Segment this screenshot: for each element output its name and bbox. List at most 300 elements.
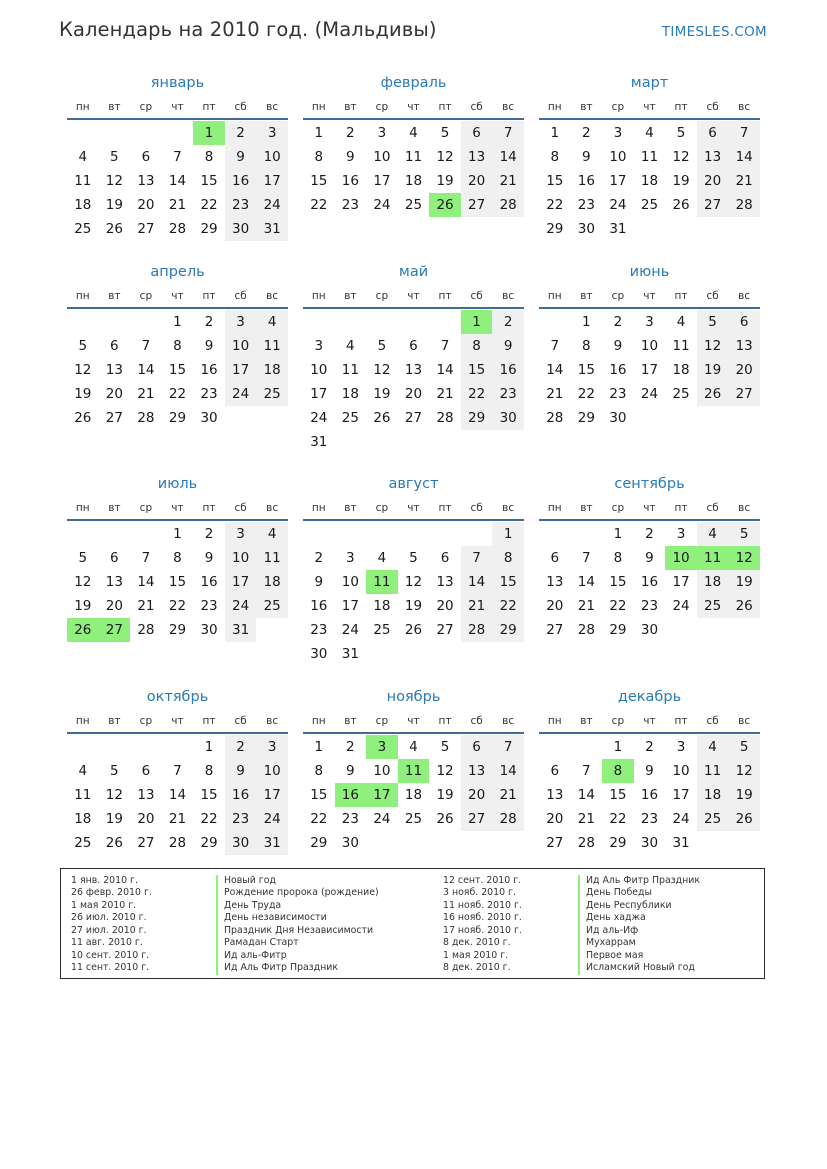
day-cell[interactable]: 1 (613, 526, 623, 542)
holiday-day-cell[interactable]: 11 (366, 570, 398, 594)
day-cell[interactable]: 16 (640, 574, 659, 590)
day-cell[interactable]: 28 (728, 193, 760, 217)
day-cell[interactable]: 24 (373, 811, 391, 827)
day-cell[interactable]: 18 (74, 811, 92, 827)
day-cell[interactable]: 5 (78, 338, 88, 354)
day-cell[interactable]: 18 (373, 598, 391, 614)
day-cell[interactable]: 27 (461, 193, 493, 217)
day-cell[interactable]: 5 (728, 735, 760, 759)
day-cell[interactable]: 22 (492, 594, 524, 618)
day-cell[interactable]: 9 (204, 550, 214, 566)
day-cell[interactable]: 9 (492, 334, 524, 358)
day-cell[interactable]: 20 (461, 783, 493, 807)
day-cell[interactable]: 17 (672, 787, 690, 803)
day-cell[interactable]: 21 (577, 598, 595, 614)
day-cell[interactable]: 30 (225, 831, 257, 855)
day-cell[interactable]: 6 (440, 550, 450, 566)
day-cell[interactable]: 8 (461, 334, 493, 358)
day-cell[interactable]: 2 (346, 739, 355, 755)
day-cell[interactable]: 25 (74, 835, 92, 851)
day-cell[interactable]: 2 (613, 314, 623, 330)
day-cell[interactable]: 24 (341, 622, 359, 638)
day-cell[interactable]: 18 (74, 197, 92, 213)
day-cell[interactable]: 27 (137, 221, 155, 237)
holiday-day-cell[interactable]: 10 (665, 546, 697, 570)
day-cell[interactable]: 13 (728, 334, 760, 358)
day-cell[interactable]: 9 (346, 763, 355, 779)
day-cell[interactable]: 10 (341, 574, 359, 590)
day-cell[interactable]: 16 (341, 173, 359, 189)
day-cell[interactable]: 24 (672, 811, 690, 827)
day-cell[interactable]: 15 (200, 173, 218, 189)
day-cell[interactable]: 12 (728, 759, 760, 783)
day-cell[interactable]: 19 (728, 783, 760, 807)
day-cell[interactable]: 25 (697, 807, 729, 831)
day-cell[interactable]: 6 (728, 310, 760, 334)
day-cell[interactable]: 31 (256, 831, 288, 855)
day-cell[interactable]: 21 (137, 386, 155, 402)
day-cell[interactable]: 30 (225, 217, 257, 241)
day-cell[interactable]: 31 (256, 217, 288, 241)
day-cell[interactable]: 21 (168, 197, 187, 213)
day-cell[interactable]: 19 (404, 598, 423, 614)
day-cell[interactable]: 26 (105, 835, 123, 851)
day-cell[interactable]: 10 (373, 763, 391, 779)
day-cell[interactable]: 29 (577, 410, 595, 426)
day-cell[interactable]: 16 (577, 173, 595, 189)
day-cell[interactable]: 23 (225, 193, 257, 217)
day-cell[interactable]: 16 (492, 358, 524, 382)
day-cell[interactable]: 17 (225, 570, 257, 594)
day-cell[interactable]: 2 (645, 526, 654, 542)
day-cell[interactable]: 23 (609, 386, 627, 402)
day-cell[interactable]: 10 (672, 763, 690, 779)
day-cell[interactable]: 14 (137, 362, 155, 378)
day-cell[interactable]: 22 (310, 197, 328, 213)
day-cell[interactable]: 28 (436, 410, 454, 426)
day-cell[interactable]: 26 (105, 221, 123, 237)
day-cell[interactable]: 1 (492, 522, 524, 546)
day-cell[interactable]: 16 (640, 787, 659, 803)
holiday-day-cell[interactable]: 11 (697, 546, 729, 570)
day-cell[interactable]: 19 (436, 787, 454, 803)
day-cell[interactable]: 16 (200, 574, 218, 590)
day-cell[interactable]: 8 (314, 149, 324, 165)
day-cell[interactable]: 23 (341, 811, 359, 827)
day-cell[interactable]: 7 (440, 338, 450, 354)
day-cell[interactable]: 3 (314, 338, 324, 354)
day-cell[interactable]: 4 (78, 763, 88, 779)
day-cell[interactable]: 15 (461, 358, 493, 382)
day-cell[interactable]: 23 (310, 622, 328, 638)
day-cell[interactable]: 2 (204, 314, 214, 330)
day-cell[interactable]: 13 (137, 173, 155, 189)
day-cell[interactable]: 16 (609, 362, 627, 378)
day-cell[interactable]: 20 (546, 598, 564, 614)
day-cell[interactable]: 26 (672, 197, 690, 213)
day-cell[interactable]: 23 (640, 811, 659, 827)
day-cell[interactable]: 20 (137, 811, 155, 827)
day-cell[interactable]: 28 (577, 622, 595, 638)
day-cell[interactable]: 24 (310, 410, 328, 426)
day-cell[interactable]: 15 (310, 787, 328, 803)
day-cell[interactable]: 12 (105, 173, 123, 189)
day-cell[interactable]: 22 (200, 811, 218, 827)
day-cell[interactable]: 30 (200, 622, 218, 638)
day-cell[interactable]: 28 (492, 807, 524, 831)
day-cell[interactable]: 6 (409, 338, 418, 354)
holiday-day-cell[interactable]: 1 (461, 310, 493, 334)
day-cell[interactable]: 11 (672, 338, 690, 354)
day-cell[interactable]: 13 (546, 574, 564, 590)
day-cell[interactable]: 6 (110, 550, 119, 566)
day-cell[interactable]: 29 (609, 835, 627, 851)
day-cell[interactable]: 9 (346, 149, 355, 165)
day-cell[interactable]: 2 (582, 125, 591, 141)
day-cell[interactable]: 4 (377, 550, 387, 566)
day-cell[interactable]: 29 (168, 622, 187, 638)
site-link[interactable]: TIMESLES.COM (661, 24, 767, 40)
day-cell[interactable]: 21 (492, 783, 524, 807)
day-cell[interactable]: 22 (577, 386, 595, 402)
day-cell[interactable]: 30 (200, 410, 218, 426)
day-cell[interactable]: 3 (645, 314, 654, 330)
holiday-day-cell[interactable]: 8 (602, 759, 634, 783)
day-cell[interactable]: 10 (609, 149, 627, 165)
day-cell[interactable]: 2 (225, 121, 257, 145)
day-cell[interactable]: 24 (256, 807, 288, 831)
holiday-day-cell[interactable]: 3 (366, 735, 398, 759)
day-cell[interactable]: 2 (314, 550, 324, 566)
day-cell[interactable]: 17 (256, 783, 288, 807)
day-cell[interactable]: 28 (168, 221, 187, 237)
day-cell[interactable]: 18 (697, 570, 729, 594)
day-cell[interactable]: 5 (440, 125, 450, 141)
day-cell[interactable]: 17 (609, 173, 627, 189)
day-cell[interactable]: 28 (137, 410, 155, 426)
day-cell[interactable]: 3 (256, 121, 288, 145)
day-cell[interactable]: 9 (645, 550, 654, 566)
day-cell[interactable]: 2 (225, 735, 257, 759)
day-cell[interactable]: 13 (105, 574, 123, 590)
day-cell[interactable]: 14 (577, 787, 595, 803)
day-cell[interactable]: 17 (256, 169, 288, 193)
day-cell[interactable]: 4 (409, 739, 418, 755)
day-cell[interactable]: 14 (436, 362, 454, 378)
day-cell[interactable]: 31 (225, 618, 257, 642)
day-cell[interactable]: 4 (256, 522, 288, 546)
day-cell[interactable]: 26 (728, 594, 760, 618)
day-cell[interactable]: 16 (310, 598, 328, 614)
day-cell[interactable]: 9 (582, 149, 591, 165)
day-cell[interactable]: 17 (341, 598, 359, 614)
day-cell[interactable]: 20 (697, 169, 729, 193)
day-cell[interactable]: 27 (697, 193, 729, 217)
day-cell[interactable]: 10 (225, 546, 257, 570)
day-cell[interactable]: 25 (373, 622, 391, 638)
day-cell[interactable]: 29 (609, 622, 627, 638)
day-cell[interactable]: 28 (546, 410, 564, 426)
day-cell[interactable]: 10 (310, 362, 328, 378)
day-cell[interactable]: 21 (728, 169, 760, 193)
day-cell[interactable]: 7 (141, 338, 151, 354)
day-cell[interactable]: 22 (609, 598, 627, 614)
day-cell[interactable]: 6 (110, 338, 119, 354)
day-cell[interactable]: 5 (697, 310, 729, 334)
day-cell[interactable]: 4 (409, 125, 418, 141)
day-cell[interactable]: 10 (225, 334, 257, 358)
day-cell[interactable]: 10 (640, 338, 659, 354)
day-cell[interactable]: 11 (640, 149, 659, 165)
day-cell[interactable]: 3 (377, 125, 387, 141)
day-cell[interactable]: 27 (546, 835, 564, 851)
day-cell[interactable]: 19 (373, 386, 391, 402)
day-cell[interactable]: 12 (672, 149, 690, 165)
day-cell[interactable]: 25 (697, 594, 729, 618)
day-cell[interactable]: 30 (577, 221, 595, 237)
day-cell[interactable]: 9 (225, 759, 257, 783)
day-cell[interactable]: 13 (404, 362, 423, 378)
day-cell[interactable]: 27 (137, 835, 155, 851)
day-cell[interactable]: 30 (310, 646, 328, 662)
holiday-day-cell[interactable]: 16 (335, 783, 367, 807)
day-cell[interactable]: 1 (550, 125, 560, 141)
day-cell[interactable]: 23 (200, 386, 218, 402)
day-cell[interactable]: 12 (373, 362, 391, 378)
day-cell[interactable]: 10 (256, 145, 288, 169)
day-cell[interactable]: 13 (546, 787, 564, 803)
day-cell[interactable]: 3 (225, 522, 257, 546)
day-cell[interactable]: 12 (74, 362, 92, 378)
day-cell[interactable]: 8 (173, 338, 182, 354)
day-cell[interactable]: 6 (461, 735, 493, 759)
day-cell[interactable]: 21 (492, 169, 524, 193)
day-cell[interactable]: 8 (492, 546, 524, 570)
day-cell[interactable]: 7 (582, 550, 591, 566)
day-cell[interactable]: 8 (204, 763, 214, 779)
day-cell[interactable]: 18 (341, 386, 359, 402)
day-cell[interactable]: 19 (105, 811, 123, 827)
day-cell[interactable]: 24 (256, 193, 288, 217)
day-cell[interactable]: 20 (137, 197, 155, 213)
day-cell[interactable]: 30 (609, 410, 627, 426)
day-cell[interactable]: 16 (225, 783, 257, 807)
day-cell[interactable]: 23 (492, 382, 524, 406)
day-cell[interactable]: 25 (256, 594, 288, 618)
day-cell[interactable]: 7 (550, 338, 560, 354)
day-cell[interactable]: 14 (168, 173, 187, 189)
day-cell[interactable]: 24 (640, 386, 659, 402)
day-cell[interactable]: 23 (341, 197, 359, 213)
day-cell[interactable]: 5 (110, 763, 119, 779)
day-cell[interactable]: 28 (137, 622, 155, 638)
day-cell[interactable]: 26 (697, 382, 729, 406)
day-cell[interactable]: 11 (256, 334, 288, 358)
day-cell[interactable]: 19 (74, 386, 92, 402)
day-cell[interactable]: 27 (728, 382, 760, 406)
day-cell[interactable]: 11 (404, 149, 423, 165)
day-cell[interactable]: 7 (582, 763, 591, 779)
day-cell[interactable]: 30 (341, 835, 359, 851)
day-cell[interactable]: 21 (436, 386, 454, 402)
day-cell[interactable]: 31 (609, 221, 627, 237)
day-cell[interactable]: 27 (436, 622, 454, 638)
day-cell[interactable]: 6 (461, 121, 493, 145)
day-cell[interactable]: 25 (640, 197, 659, 213)
day-cell[interactable]: 14 (577, 574, 595, 590)
day-cell[interactable]: 20 (728, 358, 760, 382)
day-cell[interactable]: 4 (78, 149, 88, 165)
day-cell[interactable]: 25 (404, 197, 423, 213)
day-cell[interactable]: 6 (141, 763, 151, 779)
day-cell[interactable]: 20 (546, 811, 564, 827)
day-cell[interactable]: 9 (204, 338, 214, 354)
day-cell[interactable]: 30 (492, 406, 524, 430)
day-cell[interactable]: 27 (404, 410, 423, 426)
day-cell[interactable]: 31 (310, 434, 328, 450)
day-cell[interactable]: 15 (546, 173, 564, 189)
day-cell[interactable]: 13 (697, 145, 729, 169)
holiday-day-cell[interactable]: 12 (728, 546, 760, 570)
day-cell[interactable]: 5 (78, 550, 88, 566)
day-cell[interactable]: 6 (141, 149, 151, 165)
day-cell[interactable]: 17 (640, 362, 659, 378)
day-cell[interactable]: 28 (492, 193, 524, 217)
day-cell[interactable]: 31 (341, 646, 359, 662)
day-cell[interactable]: 20 (461, 169, 493, 193)
day-cell[interactable]: 7 (173, 763, 182, 779)
day-cell[interactable]: 31 (672, 835, 690, 851)
day-cell[interactable]: 3 (613, 125, 623, 141)
day-cell[interactable]: 3 (676, 526, 686, 542)
day-cell[interactable]: 8 (173, 550, 182, 566)
day-cell[interactable]: 18 (672, 362, 690, 378)
day-cell[interactable]: 22 (609, 811, 627, 827)
day-cell[interactable]: 17 (373, 173, 391, 189)
day-cell[interactable]: 14 (546, 362, 564, 378)
day-cell[interactable]: 9 (314, 574, 324, 590)
day-cell[interactable]: 14 (461, 570, 493, 594)
day-cell[interactable]: 18 (404, 787, 423, 803)
day-cell[interactable]: 15 (200, 787, 218, 803)
day-cell[interactable]: 8 (613, 550, 623, 566)
day-cell[interactable]: 14 (728, 145, 760, 169)
day-cell[interactable]: 17 (672, 574, 690, 590)
day-cell[interactable]: 29 (461, 406, 493, 430)
day-cell[interactable]: 24 (609, 197, 627, 213)
day-cell[interactable]: 13 (105, 362, 123, 378)
day-cell[interactable]: 22 (546, 197, 564, 213)
day-cell[interactable]: 23 (200, 598, 218, 614)
day-cell[interactable]: 2 (492, 310, 524, 334)
day-cell[interactable]: 12 (404, 574, 423, 590)
day-cell[interactable]: 25 (74, 221, 92, 237)
day-cell[interactable]: 24 (225, 382, 257, 406)
day-cell[interactable]: 26 (728, 807, 760, 831)
day-cell[interactable]: 1 (314, 739, 324, 755)
day-cell[interactable]: 19 (728, 570, 760, 594)
day-cell[interactable]: 7 (141, 550, 151, 566)
holiday-day-cell[interactable]: 11 (398, 759, 430, 783)
day-cell[interactable]: 2 (346, 125, 355, 141)
day-cell[interactable]: 7 (492, 735, 524, 759)
day-cell[interactable]: 7 (173, 149, 182, 165)
day-cell[interactable]: 26 (404, 622, 423, 638)
day-cell[interactable]: 8 (550, 149, 560, 165)
day-cell[interactable]: 19 (697, 358, 729, 382)
day-cell[interactable]: 15 (609, 787, 627, 803)
day-cell[interactable]: 21 (461, 594, 493, 618)
day-cell[interactable]: 9 (613, 338, 623, 354)
day-cell[interactable]: 25 (672, 386, 690, 402)
holiday-day-cell[interactable]: 27 (99, 618, 131, 642)
day-cell[interactable]: 11 (697, 759, 729, 783)
day-cell[interactable]: 12 (436, 763, 454, 779)
day-cell[interactable]: 24 (373, 197, 391, 213)
day-cell[interactable]: 24 (225, 594, 257, 618)
day-cell[interactable]: 13 (436, 574, 454, 590)
day-cell[interactable]: 22 (168, 598, 187, 614)
day-cell[interactable]: 26 (373, 410, 391, 426)
day-cell[interactable]: 9 (645, 763, 654, 779)
day-cell[interactable]: 7 (492, 121, 524, 145)
day-cell[interactable]: 11 (74, 787, 92, 803)
day-cell[interactable]: 25 (256, 382, 288, 406)
day-cell[interactable]: 18 (697, 783, 729, 807)
day-cell[interactable]: 9 (225, 145, 257, 169)
day-cell[interactable]: 20 (105, 598, 123, 614)
day-cell[interactable]: 10 (373, 149, 391, 165)
day-cell[interactable]: 21 (546, 386, 564, 402)
day-cell[interactable]: 22 (168, 386, 187, 402)
day-cell[interactable]: 18 (404, 173, 423, 189)
day-cell[interactable]: 3 (346, 550, 355, 566)
day-cell[interactable]: 3 (225, 310, 257, 334)
holiday-day-cell[interactable]: 26 (429, 193, 461, 217)
day-cell[interactable]: 29 (546, 221, 564, 237)
day-cell[interactable]: 10 (256, 759, 288, 783)
day-cell[interactable]: 14 (168, 787, 187, 803)
day-cell[interactable]: 30 (640, 835, 659, 851)
day-cell[interactable]: 25 (404, 811, 423, 827)
day-cell[interactable]: 11 (341, 362, 359, 378)
day-cell[interactable]: 27 (105, 410, 123, 426)
day-cell[interactable]: 4 (697, 735, 729, 759)
day-cell[interactable]: 20 (436, 598, 454, 614)
day-cell[interactable]: 15 (609, 574, 627, 590)
day-cell[interactable]: 21 (168, 811, 187, 827)
day-cell[interactable]: 18 (640, 173, 659, 189)
day-cell[interactable]: 12 (105, 787, 123, 803)
day-cell[interactable]: 28 (461, 618, 493, 642)
day-cell[interactable]: 20 (105, 386, 123, 402)
day-cell[interactable]: 5 (676, 125, 686, 141)
day-cell[interactable]: 26 (74, 410, 92, 426)
day-cell[interactable]: 8 (582, 338, 591, 354)
day-cell[interactable]: 29 (492, 618, 524, 642)
day-cell[interactable]: 12 (436, 149, 454, 165)
day-cell[interactable]: 7 (461, 546, 493, 570)
day-cell[interactable]: 15 (168, 574, 187, 590)
day-cell[interactable]: 3 (256, 735, 288, 759)
day-cell[interactable]: 1 (204, 739, 214, 755)
day-cell[interactable]: 2 (204, 526, 214, 542)
day-cell[interactable]: 18 (256, 570, 288, 594)
day-cell[interactable]: 20 (404, 386, 423, 402)
day-cell[interactable]: 28 (168, 835, 187, 851)
day-cell[interactable]: 16 (225, 169, 257, 193)
day-cell[interactable]: 30 (640, 622, 659, 638)
